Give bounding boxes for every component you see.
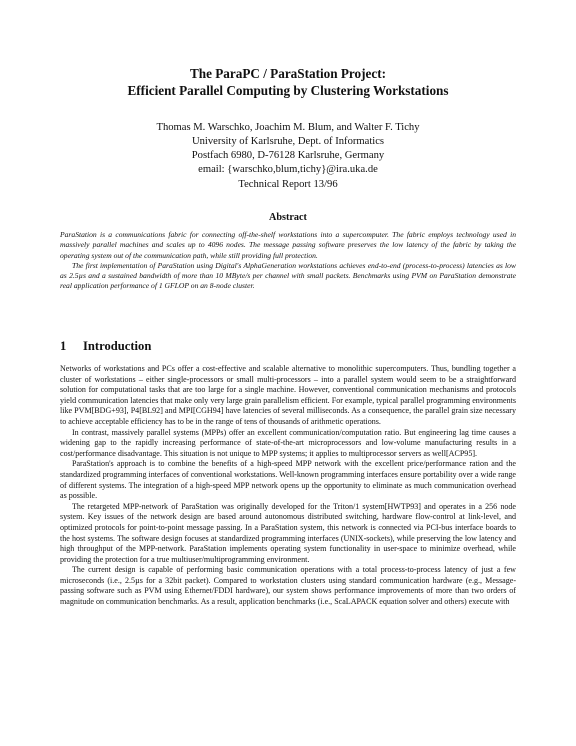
title-line-1: The ParaPC / ParaStation Project:: [189, 66, 387, 81]
abstract-heading: Abstract: [269, 212, 307, 223]
body-paragraph: The retargeted MPP-network of ParaStation was originally developed for the Triton/1 system[HWTP93] and operates in a 256 node system. Key issues of the network design are based around autonomous distributed switching, hardware flow-control at link-level, and optimized protocols for point-to-point message passing. In a ParaStation system, this network is connected via PCI-bus interface boards to the host systems. The software design focuses at standardized programming interfaces (UNIX-sockets), while preserving the low latency and high throughput of the MPP-network. ParaStation implements operating system functionality in user-space to minimize overhead, while providing the protection for a true multiuser/multiprogramming environment.: [60, 501, 516, 564]
author-block: [60, 121, 516, 177]
abstract-body: [60, 230, 516, 292]
section-body: [60, 364, 516, 608]
report-number: Technical Report 13/96: [238, 179, 338, 190]
body-paragraph: The current design is capable of performing basic communication operations with a total process-to-process latency of just a few microseconds (i.e., 2.5µs for a 32bit packet). Compared to workstation clusters using standard communication hardware (e.g., Message-passing software such as PVM using Ethernet/FDDI hardware), our system shows performance improvements of more than two orders of magnitude on communication benchmarks. As a result, application benchmarks (i.e., ScaLAPACK equation solver and others) execute with: [60, 565, 516, 607]
postal-address: Postfach 6980, D-76128 Karlsruhe, Germany: [191, 150, 385, 161]
body-paragraph: In contrast, massively parallel systems (MPPs) offer an excellent communication/computation ratio. But engineering lag time causes a widening gap to the rapidly increasing performance of state-of-the-art microprocessors and low-volume manufacturing results in a cost/performance disadvantage. This situation is not unique to MPP systems; it applies to multiprocessor servers as well[ACP95].: [60, 427, 516, 458]
abstract-paragraph: The first implementation of ParaStation using Digital's AlphaGeneration workstations achieves end-to-end (process-to-process) latencies as low as 2.5µs and a sustained bandwidth of more than 10 MByte/s per channel with small packets. Benchmarks using PVM on ParaStation demonstrate real application performance of 1 GFLOP on an 8-node cluster.: [60, 260, 516, 291]
abstract-paragraph: ParaStation is a communications fabric for connecting off-the-shelf workstations into a supercomputer. The fabric employs technology used in massively parallel machines and scales up to 4096 nodes. The message passing software preserves the low latency of the fabric by taking the operating system out of the communication path, while still providing full protection.: [60, 230, 516, 260]
author-names: Thomas M. Warschko, Joachim M. Blum, and Walter F. Tichy: [156, 122, 420, 133]
section-heading: [60, 339, 151, 354]
section-title: Introduction: [83, 339, 152, 353]
title-line-2: Efficient Parallel Computing by Clustering Workstations: [127, 83, 449, 98]
body-paragraph: Networks of workstations and PCs offer a cost-effective and scalable alternative to monolithic supercomputers. Thus, bundling together a cluster of workstations – either single-processors or small multi-processors – into a parallel system would seem to be a straightforward solution for computational tasks that are too large for a single machine. However, conventional communication mechanisms and protocols yield communication latencies that make only very large grain parallelism efficient. For example, typical parallel programming environments like PVM[BDG+93], P4[BL92] and MPI[CGH94] have latencies of several milliseconds. As a consequence, the parallel grain size necessary to achieve acceptable efficiency has to be in the range of tens of thousands of arithmetic operations.: [60, 364, 516, 426]
email-address: email: {warschko,blum,tichy}@ira.uka.de: [198, 164, 378, 175]
paper-title: [60, 65, 516, 99]
affiliation: University of Karlsruhe, Dept. of Informatics: [191, 136, 385, 147]
body-paragraph: ParaStation's approach is to combine the benefits of a high-speed MPP network with the excellent price/performance ration and the standardized programming interfaces of conventional workstations. Well-known programming interfaces ensure portability over a wide range of different systems. The integration of a high-speed MPP network opens up the opportunity to eliminate as much communication overhead as possible.: [60, 459, 516, 501]
section-number: 1: [60, 339, 67, 353]
